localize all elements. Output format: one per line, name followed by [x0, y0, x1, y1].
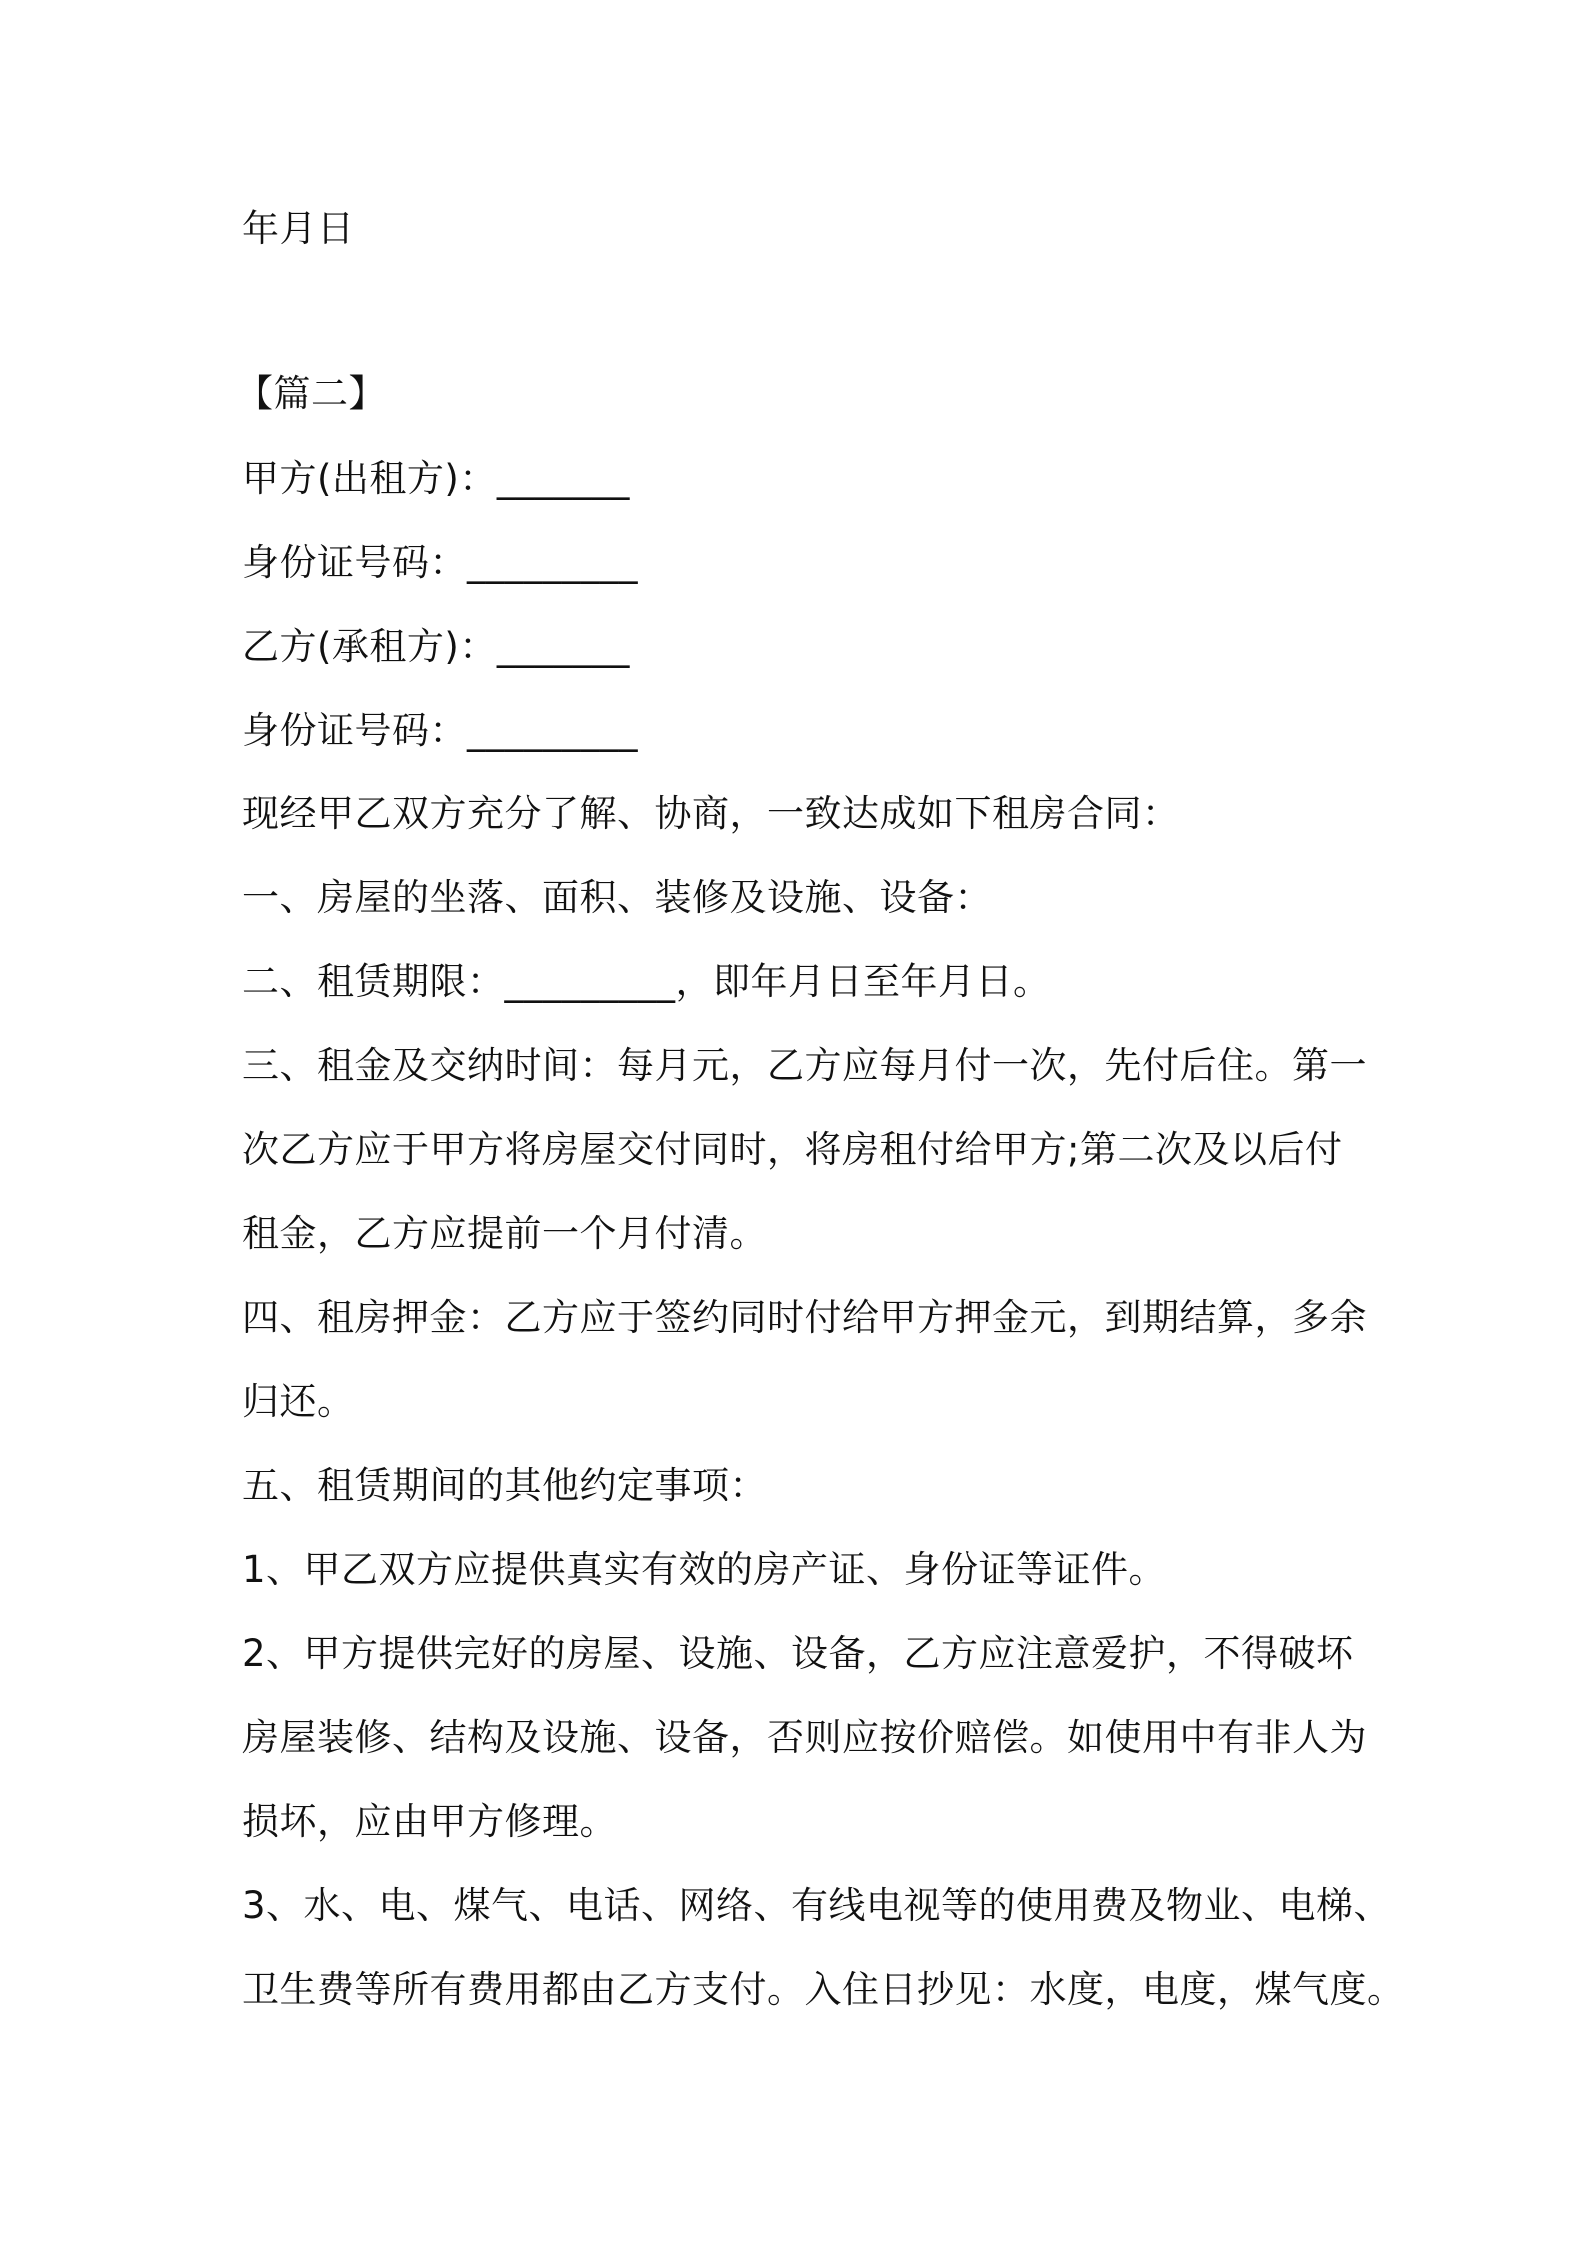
clause-4-line-1: 四、租房押金：乙方应于签约同时付给甲方押金元，到期结算，多余 — [242, 1296, 1367, 1339]
item-2-line-2: 房屋装修、结构及设施、设备，否则应按价赔偿。如使用中有非人为 — [242, 1716, 1367, 1759]
item-3-line-1: 3、水、电、煤气、电话、网络、有线电视等的使用费及物业、电梯、 — [242, 1884, 1392, 1927]
party-a-id-line: 身份证号码：_________ — [242, 541, 638, 584]
clause-3-line-2: 次乙方应于甲方将房屋交付同时，将房租付给甲方;第二次及以后付 — [242, 1128, 1343, 1171]
section-heading: 【篇二】 — [236, 372, 386, 415]
clause-4-line-2: 归还。 — [242, 1380, 355, 1423]
clause-5: 五、租赁期间的其他约定事项： — [242, 1464, 767, 1507]
clause-2: 二、租赁期限：_________，即年月日至年月日。 — [242, 960, 1051, 1003]
party-b-id-line: 身份证号码：_________ — [242, 709, 638, 752]
party-a-line: 甲方(出租方)：_______ — [242, 457, 630, 500]
clause-3-line-1: 三、租金及交纳时间：每月元，乙方应每月付一次，先付后住。第一 — [242, 1044, 1367, 1087]
item-2-line-1: 2、甲方提供完好的房屋、设施、设备，乙方应注意爱护，不得破坏 — [242, 1632, 1354, 1675]
party-b-line: 乙方(承租方)：_______ — [242, 625, 630, 668]
clause-3-line-3: 租金，乙方应提前一个月付清。 — [242, 1212, 767, 1255]
clause-1: 一、房屋的坐落、面积、装修及设施、设备： — [242, 876, 992, 919]
date-line: 年月日 — [242, 207, 355, 250]
item-2-line-3: 损坏，应由甲方修理。 — [242, 1800, 617, 1843]
item-3-line-2: 卫生费等所有费用都由乙方支付。入住日抄见：水度，电度，煤气度。 — [242, 1968, 1405, 2011]
intro-paragraph: 现经甲乙双方充分了解、协商，一致达成如下租房合同： — [242, 792, 1180, 835]
item-1: 1、甲乙双方应提供真实有效的房产证、身份证等证件。 — [242, 1548, 1167, 1591]
